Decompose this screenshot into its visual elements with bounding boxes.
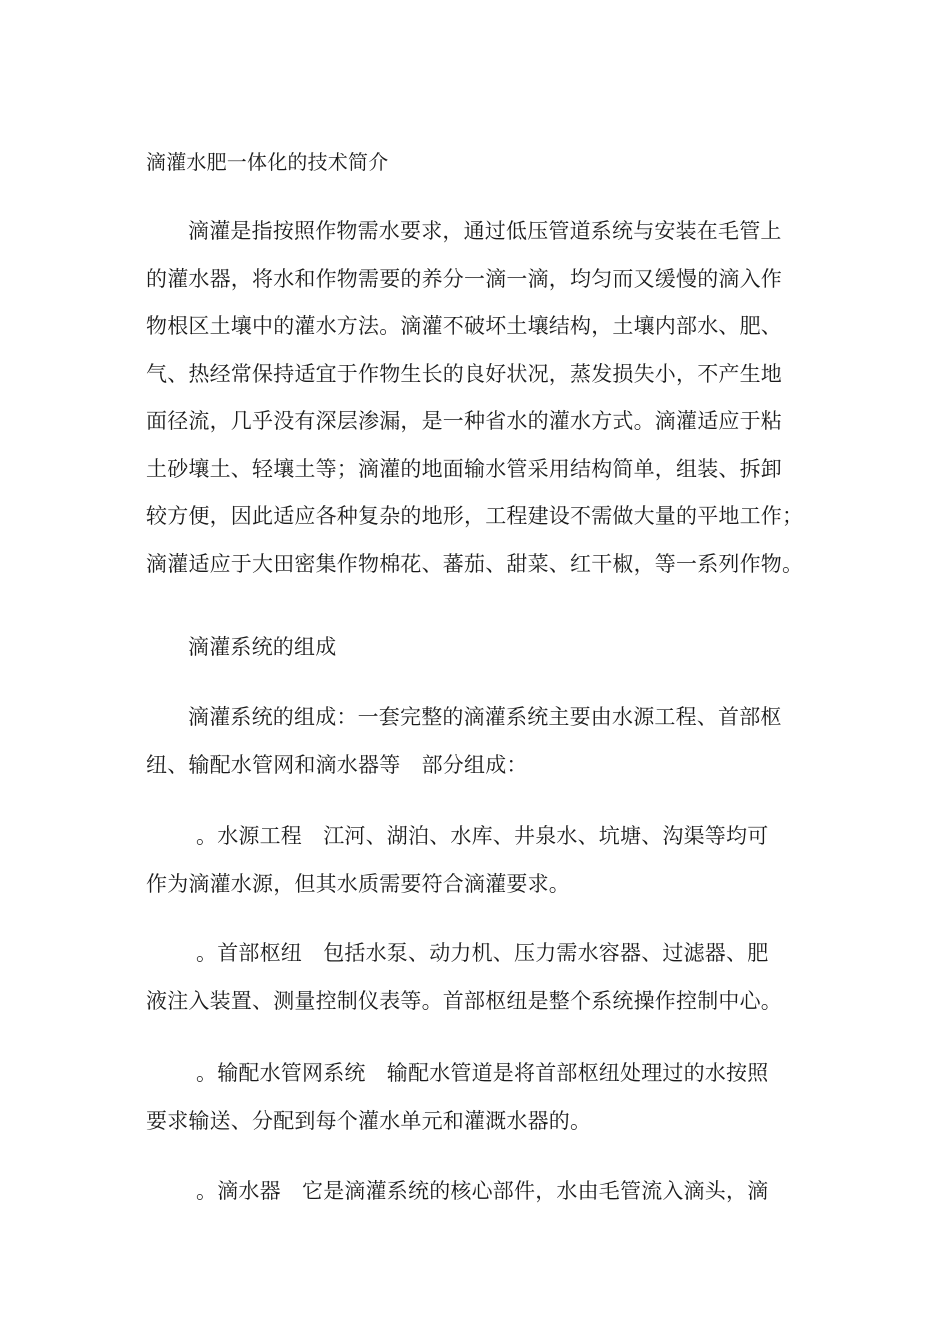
paragraph-line: 要求输送、分配到每个灌水单元和灌溉水器的。 — [146, 1108, 592, 1133]
composition-paragraph — [146, 694, 808, 789]
emitter-item — [146, 1168, 808, 1216]
document-title: 滴灌水肥一体化的技术简介 — [146, 150, 389, 174]
paragraph-line: 的灌水器，将水和作物需要的养分一滴一滴，均匀而又缓慢的滴入作 — [146, 266, 782, 291]
paragraph-line: 。首部枢纽 包括水泵、动力机、压力需水容器、过滤器、肥 — [196, 941, 769, 965]
paragraph-line: 物根区土壤中的灌水方法。滴灌不破坏土壤结构，土壤内部水、肥、 — [146, 314, 782, 338]
head-hub-item — [146, 930, 808, 1025]
section-heading — [146, 624, 808, 672]
paragraph-line: 气、热经常保持适宜于作物生长的良好状况，蒸发损失小，不产生地 — [146, 361, 782, 386]
paragraph-line: 面径流，几乎没有深层渗漏，是一种省水的灌水方式。滴灌适应于粘 — [146, 409, 782, 433]
paragraph-line: 。输配水管网系统 输配水管道是将首部枢纽处理过的水按照 — [196, 1061, 769, 1085]
pipe-network-item — [146, 1050, 808, 1145]
paragraph-line: 。滴水器 它是滴灌系统的核心部件，水由毛管流入滴头，滴 — [196, 1179, 769, 1203]
paragraph-line: 纽、输配水管网和滴水器等 部分组成： — [146, 752, 528, 777]
water-source-item — [146, 813, 808, 908]
intro-paragraph — [146, 208, 808, 588]
paragraph-line: 滴灌是指按照作物需水要求，通过低压管道系统与安装在毛管上 — [188, 219, 782, 243]
paragraph-line: 土砂壤土、轻壤土等；滴灌的地面输水管采用结构简单，组装、拆卸 — [146, 456, 782, 481]
paragraph-line: 滴灌系统的组成：一套完整的滴灌系统主要由水源工程、首部枢 — [188, 705, 782, 729]
paragraph-line: 作为滴灌水源，但其水质需要符合滴灌要求。 — [146, 871, 570, 896]
paragraph-line: 较方便，因此适应各种复杂的地形，工程建设不需做大量的平地工作； — [146, 504, 804, 528]
paragraph-line: 液注入装置、测量控制仪表等。首部枢纽是整个系统操作控制中心。 — [146, 988, 782, 1013]
paragraph-line: 。水源工程 江河、湖泊、水库、井泉水、坑塘、沟渠等均可 — [196, 824, 769, 848]
paragraph-line: 滴灌适应于大田密集作物棉花、蕃茄、甜菜、红干椒，等一系列作物。 — [146, 551, 804, 576]
section-heading-text: 滴灌系统的组成 — [188, 635, 337, 659]
